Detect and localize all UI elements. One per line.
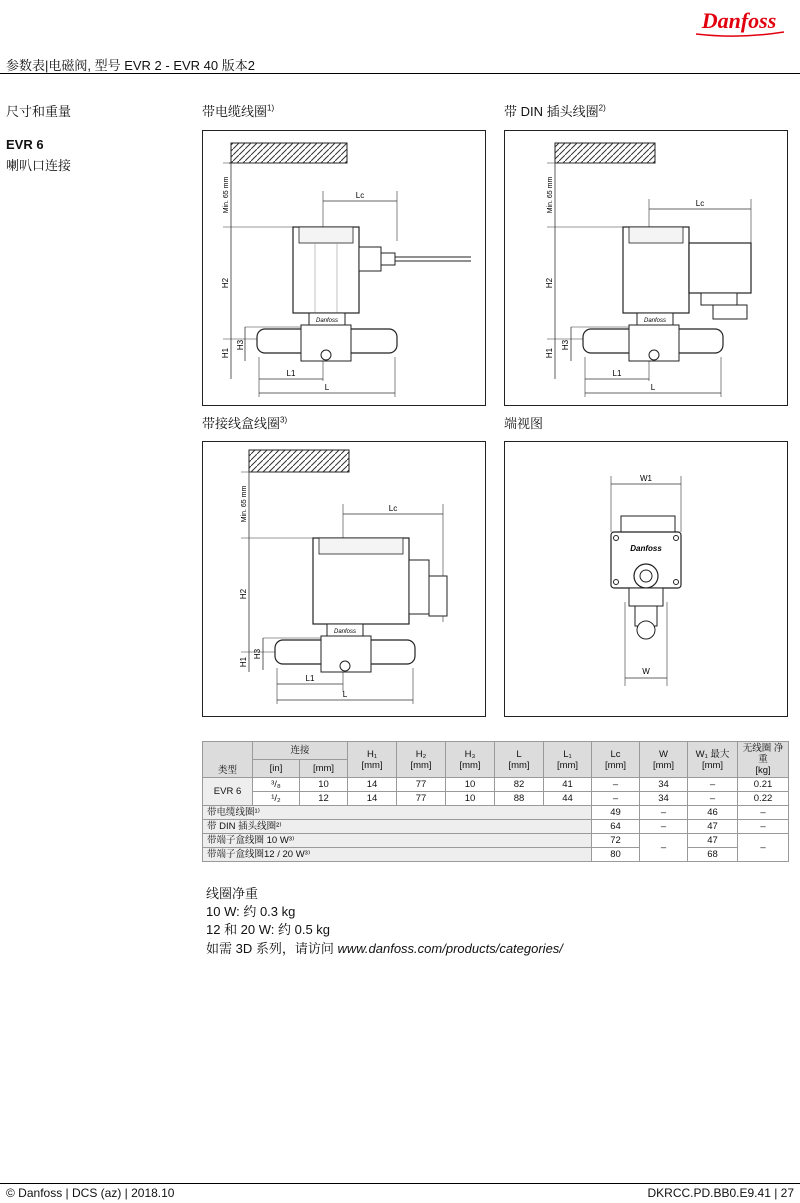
logo-text: Danfoss <box>701 8 777 33</box>
label-min-clearance: Min. 65 mm <box>241 485 248 523</box>
coil-row: 带 DIN 插头线圈²⁾ 64 – 47 – <box>203 820 789 834</box>
col-h2: H₂ [mm] <box>397 742 446 778</box>
label-h2: H2 <box>239 588 248 600</box>
drawing-title-din: 带 DIN 插头线圈$^{2)}$ <box>504 103 606 119</box>
label-w: W <box>642 667 650 676</box>
label-l1: L1 <box>286 369 296 378</box>
header-divider <box>0 73 800 74</box>
label-w1: W1 <box>640 474 652 483</box>
label-lc: Lc <box>388 504 398 513</box>
footer-divider <box>0 1183 800 1184</box>
coil-row: 带电缆线圈¹⁾ 49 – 46 – <box>203 806 789 820</box>
label-lc: Lc <box>355 191 365 200</box>
label-l: L <box>324 383 330 392</box>
col-l: L [mm] <box>495 742 544 778</box>
document-title: 参数表|电磁阀, 型号 EVR 2 - EVR 40 版本2 <box>6 58 255 73</box>
col-l1: L₁ [mm] <box>544 742 592 778</box>
dimensions-table <box>202 741 789 862</box>
section-title: 尺寸和重量 <box>6 104 72 119</box>
label-l1: L1 <box>305 674 315 683</box>
drawing-title-end-view: 端视图 <box>504 416 544 431</box>
label-h3: H3 <box>253 648 262 660</box>
table-row: ¹/₂ 12 14 77 10 88 44 – 34 – 0.22 <box>203 792 789 806</box>
label-l: L <box>650 383 656 392</box>
weight-10w: 10 W: 约 0.3 kg <box>206 904 296 919</box>
label-lc: Lc <box>695 199 705 208</box>
col-h3: H₃ [mm] <box>446 742 495 778</box>
label-nameplate: Danfoss <box>630 544 662 553</box>
label-h2: H2 <box>221 277 230 289</box>
label-nameplate: Danfoss <box>315 318 339 324</box>
label-min-clearance: Min. 65 mm <box>223 176 230 214</box>
col-net-weight: 无线圈 净重 [kg] <box>738 742 789 778</box>
coil-row: 带端子盒线圈 10 W³⁾ 72 – 47 – <box>203 834 789 848</box>
label-h1: H1 <box>221 347 230 359</box>
col-type: 类型 <box>203 742 253 778</box>
note-3d: 如需 3D 系列，请访问 www.danfoss.com/products/categories/ <box>206 941 563 956</box>
col-h1: H₁ [mm] <box>348 742 397 778</box>
drawing-terminal-box-coil <box>202 441 486 717</box>
col-w: W [mm] <box>640 742 688 778</box>
col-connection: 连接 <box>253 742 348 760</box>
danfoss-logo <box>684 6 794 40</box>
footer-right: DKRCC.PD.BB0.E9.41 | 27 <box>647 1186 794 1200</box>
col-lc: Lc [mm] <box>592 742 640 778</box>
footer-left: © Danfoss | DCS (az) | 2018.10 <box>6 1186 175 1200</box>
label-h1: H1 <box>239 656 248 668</box>
coil-row: 带端子盒线圈12 / 20 W³⁾ 80 68 <box>203 848 789 862</box>
drawing-end-view <box>504 441 788 717</box>
drawing-title-terminal: 带接线盒线圈$^{3)}$ <box>202 415 288 431</box>
label-nameplate: Danfoss <box>333 629 357 635</box>
link-3d[interactable]: www.danfoss.com/products/categories/ <box>337 941 563 956</box>
label-h3: H3 <box>561 339 570 351</box>
col-mm: [mm] <box>300 760 348 778</box>
model-label: EVR 6 <box>6 137 44 152</box>
table-row: EVR 6 ³/₈ 10 14 77 10 82 41 – 34 – 0.21 <box>203 778 789 792</box>
drawing-title-cable: 带电缆线圈$^{1)}$ <box>202 103 275 119</box>
label-min-clearance: Min. 65 mm <box>547 176 554 214</box>
label-l1: L1 <box>612 369 622 378</box>
label-nameplate: Danfoss <box>643 318 667 324</box>
label-h1: H1 <box>545 347 554 359</box>
label-h3: H3 <box>236 339 245 351</box>
connection-type: 喇叭口连接 <box>6 158 72 173</box>
weights-title: 线圈净重 <box>206 886 259 901</box>
cell-model: EVR 6 <box>203 778 253 806</box>
label-h2: H2 <box>545 277 554 289</box>
col-w1: W₁ 最大 [mm] <box>688 742 738 778</box>
weight-12-20w: 12 和 20 W: 约 0.5 kg <box>206 922 331 937</box>
drawing-cable-coil <box>202 130 486 406</box>
col-in: [in] <box>253 760 300 778</box>
coil-weights <box>206 885 330 939</box>
drawing-din-coil <box>504 130 788 406</box>
label-l: L <box>342 690 348 699</box>
